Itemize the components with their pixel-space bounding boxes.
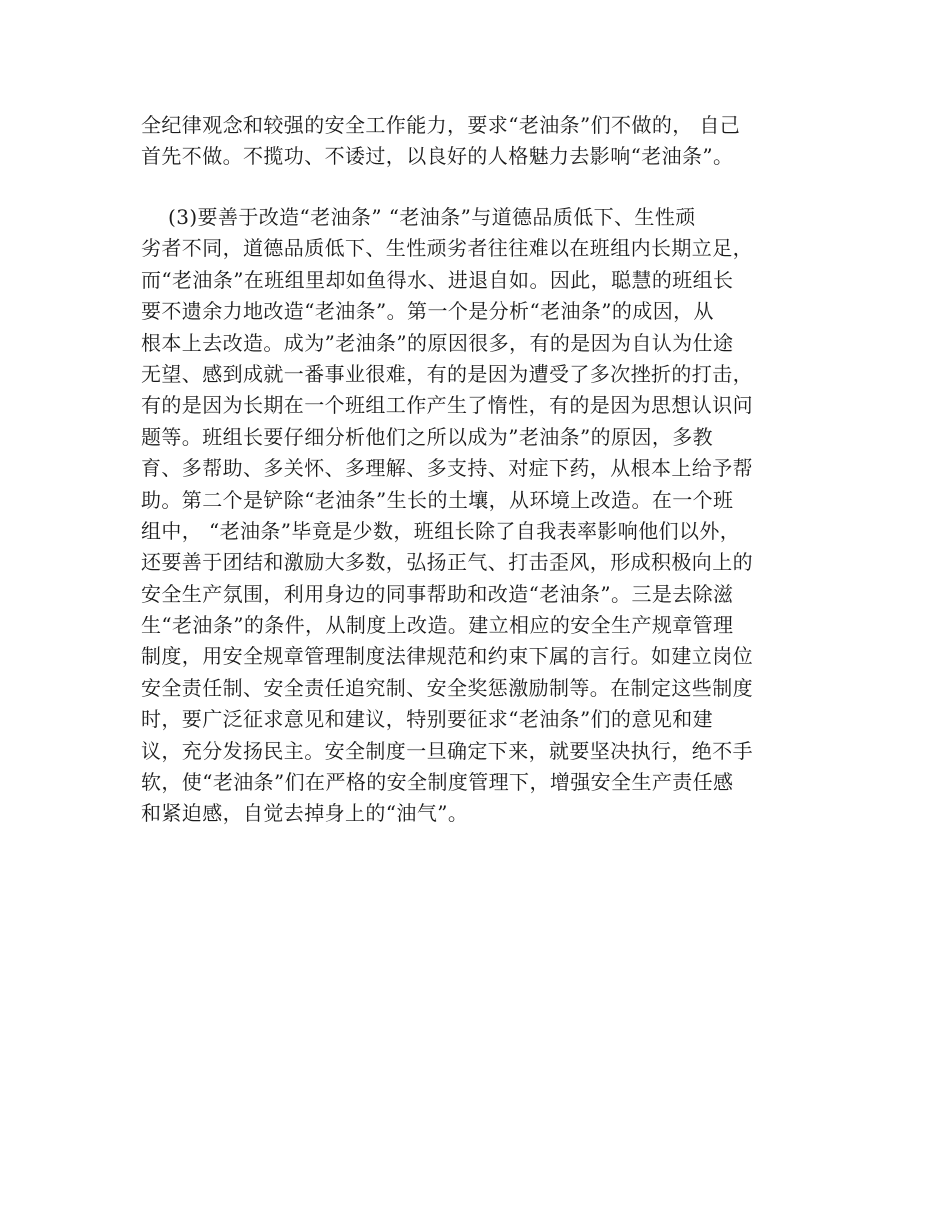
text-line: 全纪律观念和较强的安全工作能力，要求“老油条”们不做的， 自己 — [141, 113, 741, 137]
text-line: 育、多帮助、多关怀、多理解、多支持、对症下药，从根本上给予帮 — [141, 456, 753, 481]
text-line: 安全责任制、安全责任追究制、安全奖惩激励制等。在制定这些制度 — [141, 675, 753, 700]
text-line: 还要善于团结和激励大多数，弘扬正气、打击歪风，形成积极向上的 — [141, 550, 753, 575]
text-line: 有的是因为长期在一个班组工作产生了惰性，有的是因为思想认识问 — [141, 393, 753, 418]
text-line: 无望、感到成就一番事业很难，有的是因为遭受了多次挫折的打击， — [141, 361, 753, 386]
text-line: 要不遗余力地改造“老油条”。第一个是分析“老油条”的成因，从 — [141, 299, 714, 324]
text-line: 软，使“老油条”们在严格的安全制度管理下，增强安全生产责任感 — [141, 770, 734, 795]
text-line: 和紧迫感，自觉去掉身上的“油气”。 — [141, 801, 469, 826]
text-line: 助。第二个是铲除“老油条”生长的土壤，从环境上改造。在一个班 — [141, 487, 734, 512]
paragraph-2 — [141, 202, 821, 861]
paragraph-1 — [141, 110, 821, 173]
text-line: 劣者不同，道德品质低下、生性顽劣者往往难以在班组内长期立足， — [141, 236, 753, 261]
text-line: 组中， “老油条”毕竟是少数，班组长除了自我表率影响他们以外， — [141, 518, 741, 543]
text-line: 首先不做。不揽功、不诿过，以良好的人格魅力去影响“老油条”。 — [141, 144, 734, 169]
text-line — [141, 830, 821, 861]
text-line: 议，充分发扬民主。安全制度一旦确定下来，就要坚决执行，绝不手 — [141, 738, 753, 763]
text-line: 安全生产氛围，利用身边的同事帮助和改造“老油条”。三是去除滋 — [141, 581, 734, 606]
text-line: (3)要善于改造“老油条” “老油条”与道德品质低下、生性顽 — [141, 205, 696, 229]
text-line: 时，要广泛征求意见和建议，特别要征求“老油条”们的意见和建 — [141, 707, 714, 732]
text-line: 题等。班组长要仔细分析他们之所以成为”老油条”的原因，多教 — [141, 424, 714, 449]
text-line: 生“老油条”的条件，从制度上改造。建立相应的安全生产规章管理 — [141, 613, 734, 638]
text-line: 根本上去改造。成为”老油条”的原因很多，有的是因为自认为仕途 — [141, 330, 734, 355]
text-line: 制度，用安全规章管理制度法律规范和约束下属的言行。如建立岗位 — [141, 644, 753, 669]
text-line: 而“老油条”在班组里却如鱼得水、进退自如。因此，聪慧的班组长 — [141, 267, 734, 292]
